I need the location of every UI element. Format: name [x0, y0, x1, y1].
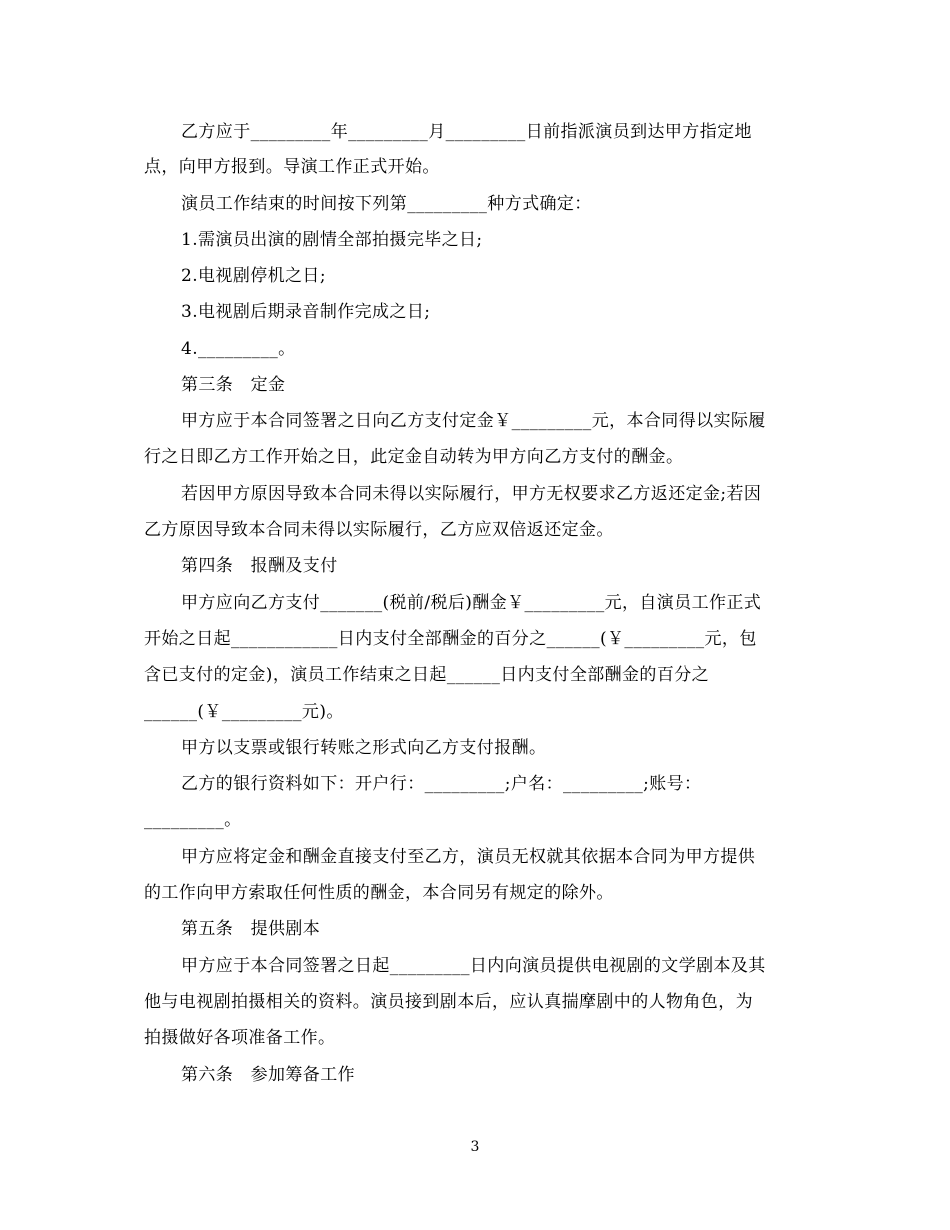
paragraph-line: _________。	[144, 810, 242, 830]
paragraph-line: 开始之日起____________日内支付全部酬金的百分之______(￥_________元，包	[144, 629, 757, 649]
paragraph-line: 甲方应于本合同签署之日起_________日内向演员提供电视剧的文学剧本及其	[181, 956, 766, 976]
paragraph-line: 乙方应于_________年_________月_________日前指派演员到达甲方指定地	[181, 122, 752, 142]
paragraph-line: 甲方应将定金和酬金直接支付至乙方，演员无权就其依据本合同为甲方提供	[181, 847, 756, 867]
paragraph-line: 甲方应于本合同签署之日向乙方支付定金￥_________元，本合同得以实际履	[181, 411, 766, 431]
paragraph-line: 点，向甲方报到。导演工作正式开始。	[144, 157, 440, 177]
list-item: 4._________。	[181, 339, 296, 359]
paragraph-line: 行之日即乙方工作开始之日，此定金自动转为甲方向乙方支付的酬金。	[144, 447, 684, 467]
list-item: 1.需演员出演的剧情全部拍摄完毕之日;	[181, 230, 483, 250]
paragraph-line: 甲方以支票或银行转账之形式向乙方支付报酬。	[181, 738, 547, 758]
paragraph-line: ______(￥_________元)。	[144, 702, 344, 722]
section-heading: 第六条 参加筹备工作	[181, 1065, 355, 1085]
section-heading: 第四条 报酬及支付	[181, 556, 338, 576]
page-number: 3	[470, 1139, 480, 1155]
section-heading: 第五条 提供剧本	[181, 919, 321, 939]
paragraph-line: 演员工作结束的时间按下列第_________种方式确定：	[181, 194, 592, 214]
paragraph-line: 乙方原因导致本合同未得以实际履行，乙方应双倍返还定金。	[144, 520, 614, 540]
paragraph-line: 甲方应向乙方支付_______(税前/税后)酬金￥_________元，自演员工作正式	[181, 593, 762, 613]
paragraph-line: 拍摄做好各项准备工作。	[144, 1028, 336, 1048]
list-item: 3.电视剧后期录音制作完成之日;	[181, 302, 431, 322]
paragraph-line: 含已支付的定金)，演员工作结束之日起______日内支付全部酬金的百分之	[144, 665, 710, 685]
paragraph-line: 乙方的银行资料如下：开户行：_________;户名：_________;账号：	[181, 774, 702, 794]
paragraph-line: 的工作向甲方索取任何性质的酬金，本合同另有规定的除外。	[144, 883, 614, 903]
paragraph-line: 他与电视剧拍摄相关的资料。演员接到剧本后，应认真揣摩剧中的人物角色，为	[144, 992, 753, 1012]
list-item: 2.电视剧停机之日;	[181, 266, 326, 286]
section-heading: 第三条 定金	[181, 375, 286, 395]
paragraph-line: 若因甲方原因导致本合同未得以实际履行，甲方无权要求乙方返还定金;若因	[181, 484, 762, 504]
